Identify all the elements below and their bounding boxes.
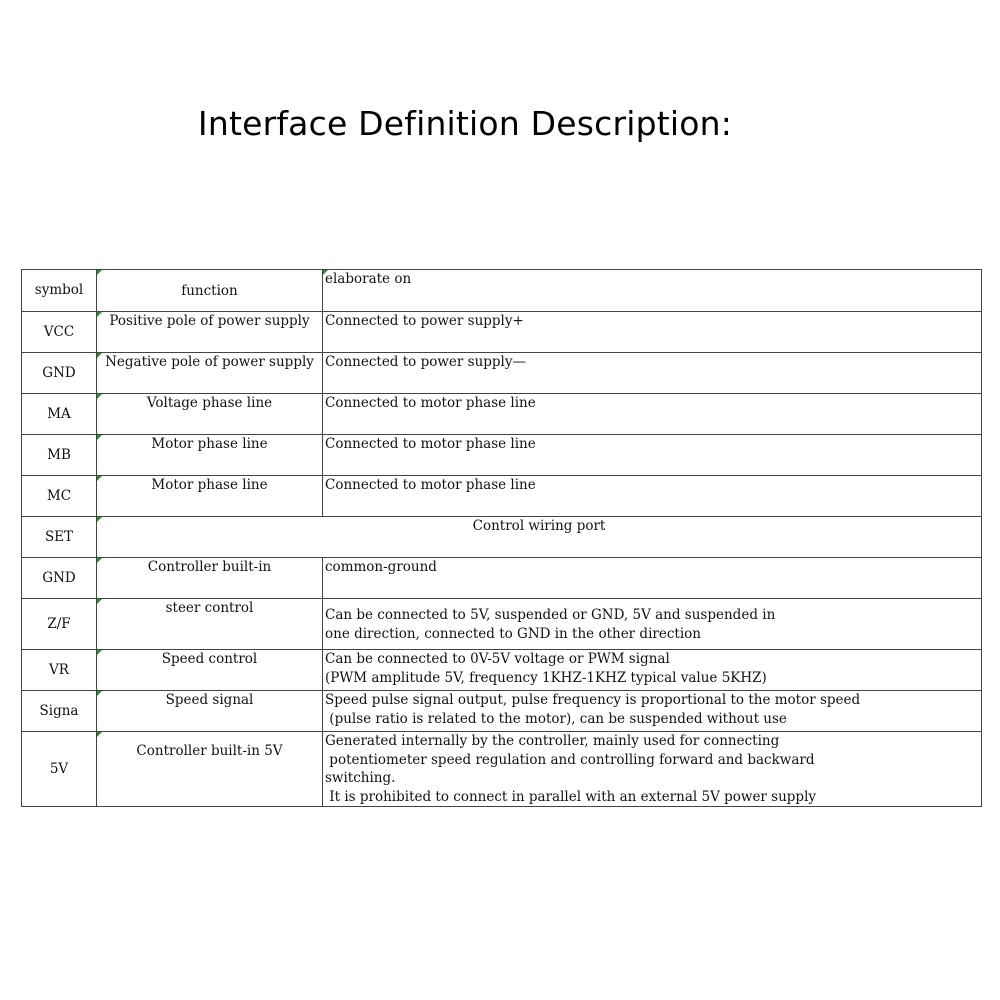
header-symbol: symbol bbox=[22, 270, 97, 312]
symbol-cell: MB bbox=[22, 435, 97, 476]
description-cell: Connected to power supply— bbox=[323, 353, 982, 394]
table-row bbox=[22, 599, 982, 650]
function-cell: steer control bbox=[97, 599, 323, 650]
description-cell: Can be connected to 5V, suspended or GND, 5V and suspended in one direction, connected to GND in the other direction bbox=[323, 599, 982, 650]
description-cell: Generated internally by the controller, mainly used for connecting potentiometer speed regulation and controlling forward and backward switching. It is prohibited to connect in parallel with an external 5V power supply bbox=[323, 732, 982, 807]
description-cell: Connected to motor phase line bbox=[323, 435, 982, 476]
function-cell: Motor phase line bbox=[97, 476, 323, 517]
symbol-cell: VR bbox=[22, 650, 97, 691]
table-row bbox=[22, 476, 982, 517]
table-row bbox=[22, 517, 982, 558]
function-cell: Controller built-in 5V bbox=[97, 732, 323, 807]
table-row bbox=[22, 732, 982, 807]
function-cell: Controller built-in bbox=[97, 558, 323, 599]
symbol-cell: VCC bbox=[22, 312, 97, 353]
description-cell: Connected to motor phase line bbox=[323, 394, 982, 435]
function-cell: Speed control bbox=[97, 650, 323, 691]
symbol-cell: SET bbox=[22, 517, 97, 558]
table-row bbox=[22, 312, 982, 353]
table-row bbox=[22, 691, 982, 732]
table-row bbox=[22, 558, 982, 599]
function-cell: Voltage phase line bbox=[97, 394, 323, 435]
interface-definition-table bbox=[21, 269, 982, 807]
header-function: function bbox=[97, 270, 323, 312]
symbol-cell: MA bbox=[22, 394, 97, 435]
table-row bbox=[22, 394, 982, 435]
symbol-cell: Z/F bbox=[22, 599, 97, 650]
description-cell: Speed pulse signal output, pulse frequency is proportional to the motor speed (pulse ratio is related to the motor), can be suspended without use bbox=[323, 691, 982, 732]
control-wiring-port-cell: Control wiring port bbox=[97, 517, 982, 558]
symbol-cell: GND bbox=[22, 558, 97, 599]
header-description: elaborate on bbox=[323, 270, 982, 312]
table-row bbox=[22, 353, 982, 394]
function-cell: Positive pole of power supply bbox=[97, 312, 323, 353]
symbol-cell: MC bbox=[22, 476, 97, 517]
function-cell: Motor phase line bbox=[97, 435, 323, 476]
symbol-cell: GND bbox=[22, 353, 97, 394]
symbol-cell: 5V bbox=[22, 732, 97, 807]
page-title: Interface Definition Description: bbox=[197, 104, 733, 143]
function-cell: Negative pole of power supply bbox=[97, 353, 323, 394]
table-row bbox=[22, 435, 982, 476]
description-cell: common-ground bbox=[323, 558, 982, 599]
symbol-cell: Signa bbox=[22, 691, 97, 732]
description-cell: Can be connected to 0V-5V voltage or PWM signal (PWM amplitude 5V, frequency 1KHZ-1KHZ typical value 5KHZ) bbox=[323, 650, 982, 691]
function-cell: Speed signal bbox=[97, 691, 323, 732]
table-row bbox=[22, 650, 982, 691]
description-cell: Connected to motor phase line bbox=[323, 476, 982, 517]
description-cell: Connected to power supply+ bbox=[323, 312, 982, 353]
table-header-row bbox=[22, 270, 982, 312]
